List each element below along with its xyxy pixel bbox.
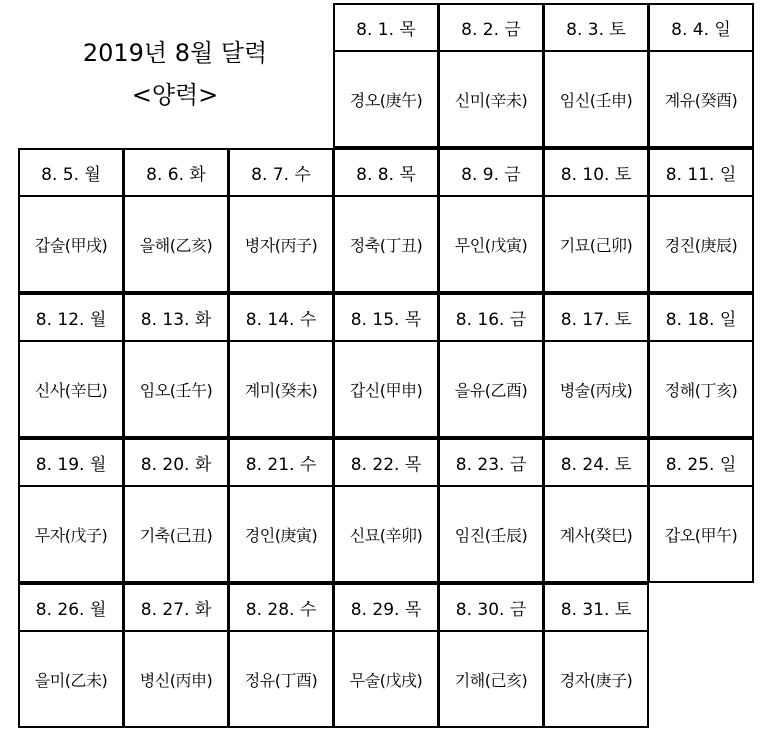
calendar-day-cell <box>438 438 544 583</box>
day-ganji-label: 계유(癸酉) <box>664 90 738 110</box>
day-date-label: 8. 19. 월 <box>20 440 122 487</box>
calendar-day-cell <box>333 3 439 148</box>
day-date-label: 8. 2. 금 <box>440 5 542 52</box>
day-ganji-label: 정축(丁丑) <box>349 235 423 255</box>
calendar-day-cell <box>228 438 334 583</box>
calendar-day-cell <box>438 148 544 293</box>
day-date-label: 8. 31. 토 <box>545 585 647 632</box>
calendar-day-cell <box>123 583 229 728</box>
calendar-day-cell <box>333 293 439 438</box>
day-ganji-label: 무술(戊戌) <box>349 670 423 690</box>
day-date-label: 8. 24. 토 <box>545 440 647 487</box>
day-date-label: 8. 10. 토 <box>545 150 647 197</box>
day-ganji-label: 신묘(辛卯) <box>349 525 423 545</box>
day-ganji-label: 갑술(甲戌) <box>34 235 108 255</box>
day-date-label: 8. 30. 금 <box>440 585 542 632</box>
calendar-day-cell <box>543 293 649 438</box>
calendar-day-cell <box>18 438 124 583</box>
calendar-day-cell <box>648 293 754 438</box>
calendar-day-cell <box>123 438 229 583</box>
day-ganji-label: 을유(乙酉) <box>454 380 528 400</box>
day-date-label: 8. 26. 월 <box>20 585 122 632</box>
day-ganji-label: 병자(丙子) <box>244 235 318 255</box>
day-date-label: 8. 13. 화 <box>125 295 227 342</box>
calendar-day-cell <box>228 148 334 293</box>
calendar-day-cell <box>228 293 334 438</box>
day-ganji-label: 경인(庚寅) <box>244 525 318 545</box>
day-ganji-label: 경오(庚午) <box>349 90 423 110</box>
calendar-day-cell <box>543 583 649 728</box>
day-ganji-label: 을미(乙未) <box>34 670 108 690</box>
calendar-title: 2019년 8월 달력 <box>82 39 268 67</box>
calendar-day-cell <box>543 148 649 293</box>
day-ganji-label: 기해(己亥) <box>454 670 528 690</box>
day-date-label: 8. 28. 수 <box>230 585 332 632</box>
day-ganji-label: 무자(戊子) <box>34 525 108 545</box>
day-date-label: 8. 14. 수 <box>230 295 332 342</box>
day-date-label: 8. 5. 월 <box>20 150 122 197</box>
day-date-label: 8. 12. 월 <box>20 295 122 342</box>
calendar-day-cell <box>438 293 544 438</box>
day-date-label: 8. 7. 수 <box>230 150 332 197</box>
day-ganji-label: 갑신(甲申) <box>349 380 423 400</box>
day-ganji-label: 신미(辛未) <box>454 90 528 110</box>
day-ganji-label: 병술(丙戌) <box>559 380 633 400</box>
calendar-day-cell <box>648 148 754 293</box>
day-ganji-label: 신사(辛巳) <box>34 380 108 400</box>
day-date-label: 8. 16. 금 <box>440 295 542 342</box>
day-ganji-label: 경자(庚子) <box>559 670 633 690</box>
day-date-label: 8. 6. 화 <box>125 150 227 197</box>
day-ganji-label: 기묘(己卯) <box>559 235 633 255</box>
calendar-day-cell <box>18 148 124 293</box>
day-ganji-label: 무인(戊寅) <box>454 235 528 255</box>
calendar-day-cell <box>648 438 754 583</box>
day-ganji-label: 정유(丁酉) <box>244 670 318 690</box>
day-date-label: 8. 9. 금 <box>440 150 542 197</box>
day-date-label: 8. 27. 화 <box>125 585 227 632</box>
day-date-label: 8. 23. 금 <box>440 440 542 487</box>
day-date-label: 8. 22. 목 <box>335 440 437 487</box>
day-date-label: 8. 11. 일 <box>650 150 752 197</box>
calendar-day-cell <box>438 583 544 728</box>
calendar-day-cell <box>648 3 754 148</box>
calendar-day-cell <box>123 148 229 293</box>
day-ganji-label: 갑오(甲午) <box>664 525 738 545</box>
calendar-day-cell <box>228 583 334 728</box>
calendar-day-cell <box>438 3 544 148</box>
day-ganji-label: 계사(癸巳) <box>559 525 633 545</box>
calendar-subtitle: <양력> <box>131 81 219 109</box>
day-date-label: 8. 8. 목 <box>335 150 437 197</box>
day-date-label: 8. 15. 목 <box>335 295 437 342</box>
day-date-label: 8. 21. 수 <box>230 440 332 487</box>
day-date-label: 8. 4. 일 <box>650 5 752 52</box>
day-date-label: 8. 25. 일 <box>650 440 752 487</box>
calendar-day-cell <box>333 148 439 293</box>
day-date-label: 8. 3. 토 <box>545 5 647 52</box>
day-ganji-label: 경진(庚辰) <box>664 235 738 255</box>
day-ganji-label: 계미(癸未) <box>244 380 318 400</box>
day-ganji-label: 기축(己丑) <box>139 525 213 545</box>
day-ganji-label: 병신(丙申) <box>139 670 213 690</box>
day-date-label: 8. 29. 목 <box>335 585 437 632</box>
calendar-day-cell <box>543 3 649 148</box>
day-ganji-label: 정해(丁亥) <box>664 380 738 400</box>
day-date-label: 8. 17. 토 <box>545 295 647 342</box>
day-ganji-label: 임진(壬辰) <box>454 525 528 545</box>
day-date-label: 8. 18. 일 <box>650 295 752 342</box>
calendar-day-cell <box>123 293 229 438</box>
day-ganji-label: 을해(乙亥) <box>139 235 213 255</box>
day-date-label: 8. 1. 목 <box>335 5 437 52</box>
calendar-day-cell <box>333 583 439 728</box>
calendar-day-cell <box>333 438 439 583</box>
day-ganji-label: 임오(壬午) <box>139 380 213 400</box>
calendar-day-cell <box>18 583 124 728</box>
calendar-day-cell <box>543 438 649 583</box>
calendar-day-cell <box>18 293 124 438</box>
day-ganji-label: 임신(壬申) <box>559 90 633 110</box>
day-date-label: 8. 20. 화 <box>125 440 227 487</box>
